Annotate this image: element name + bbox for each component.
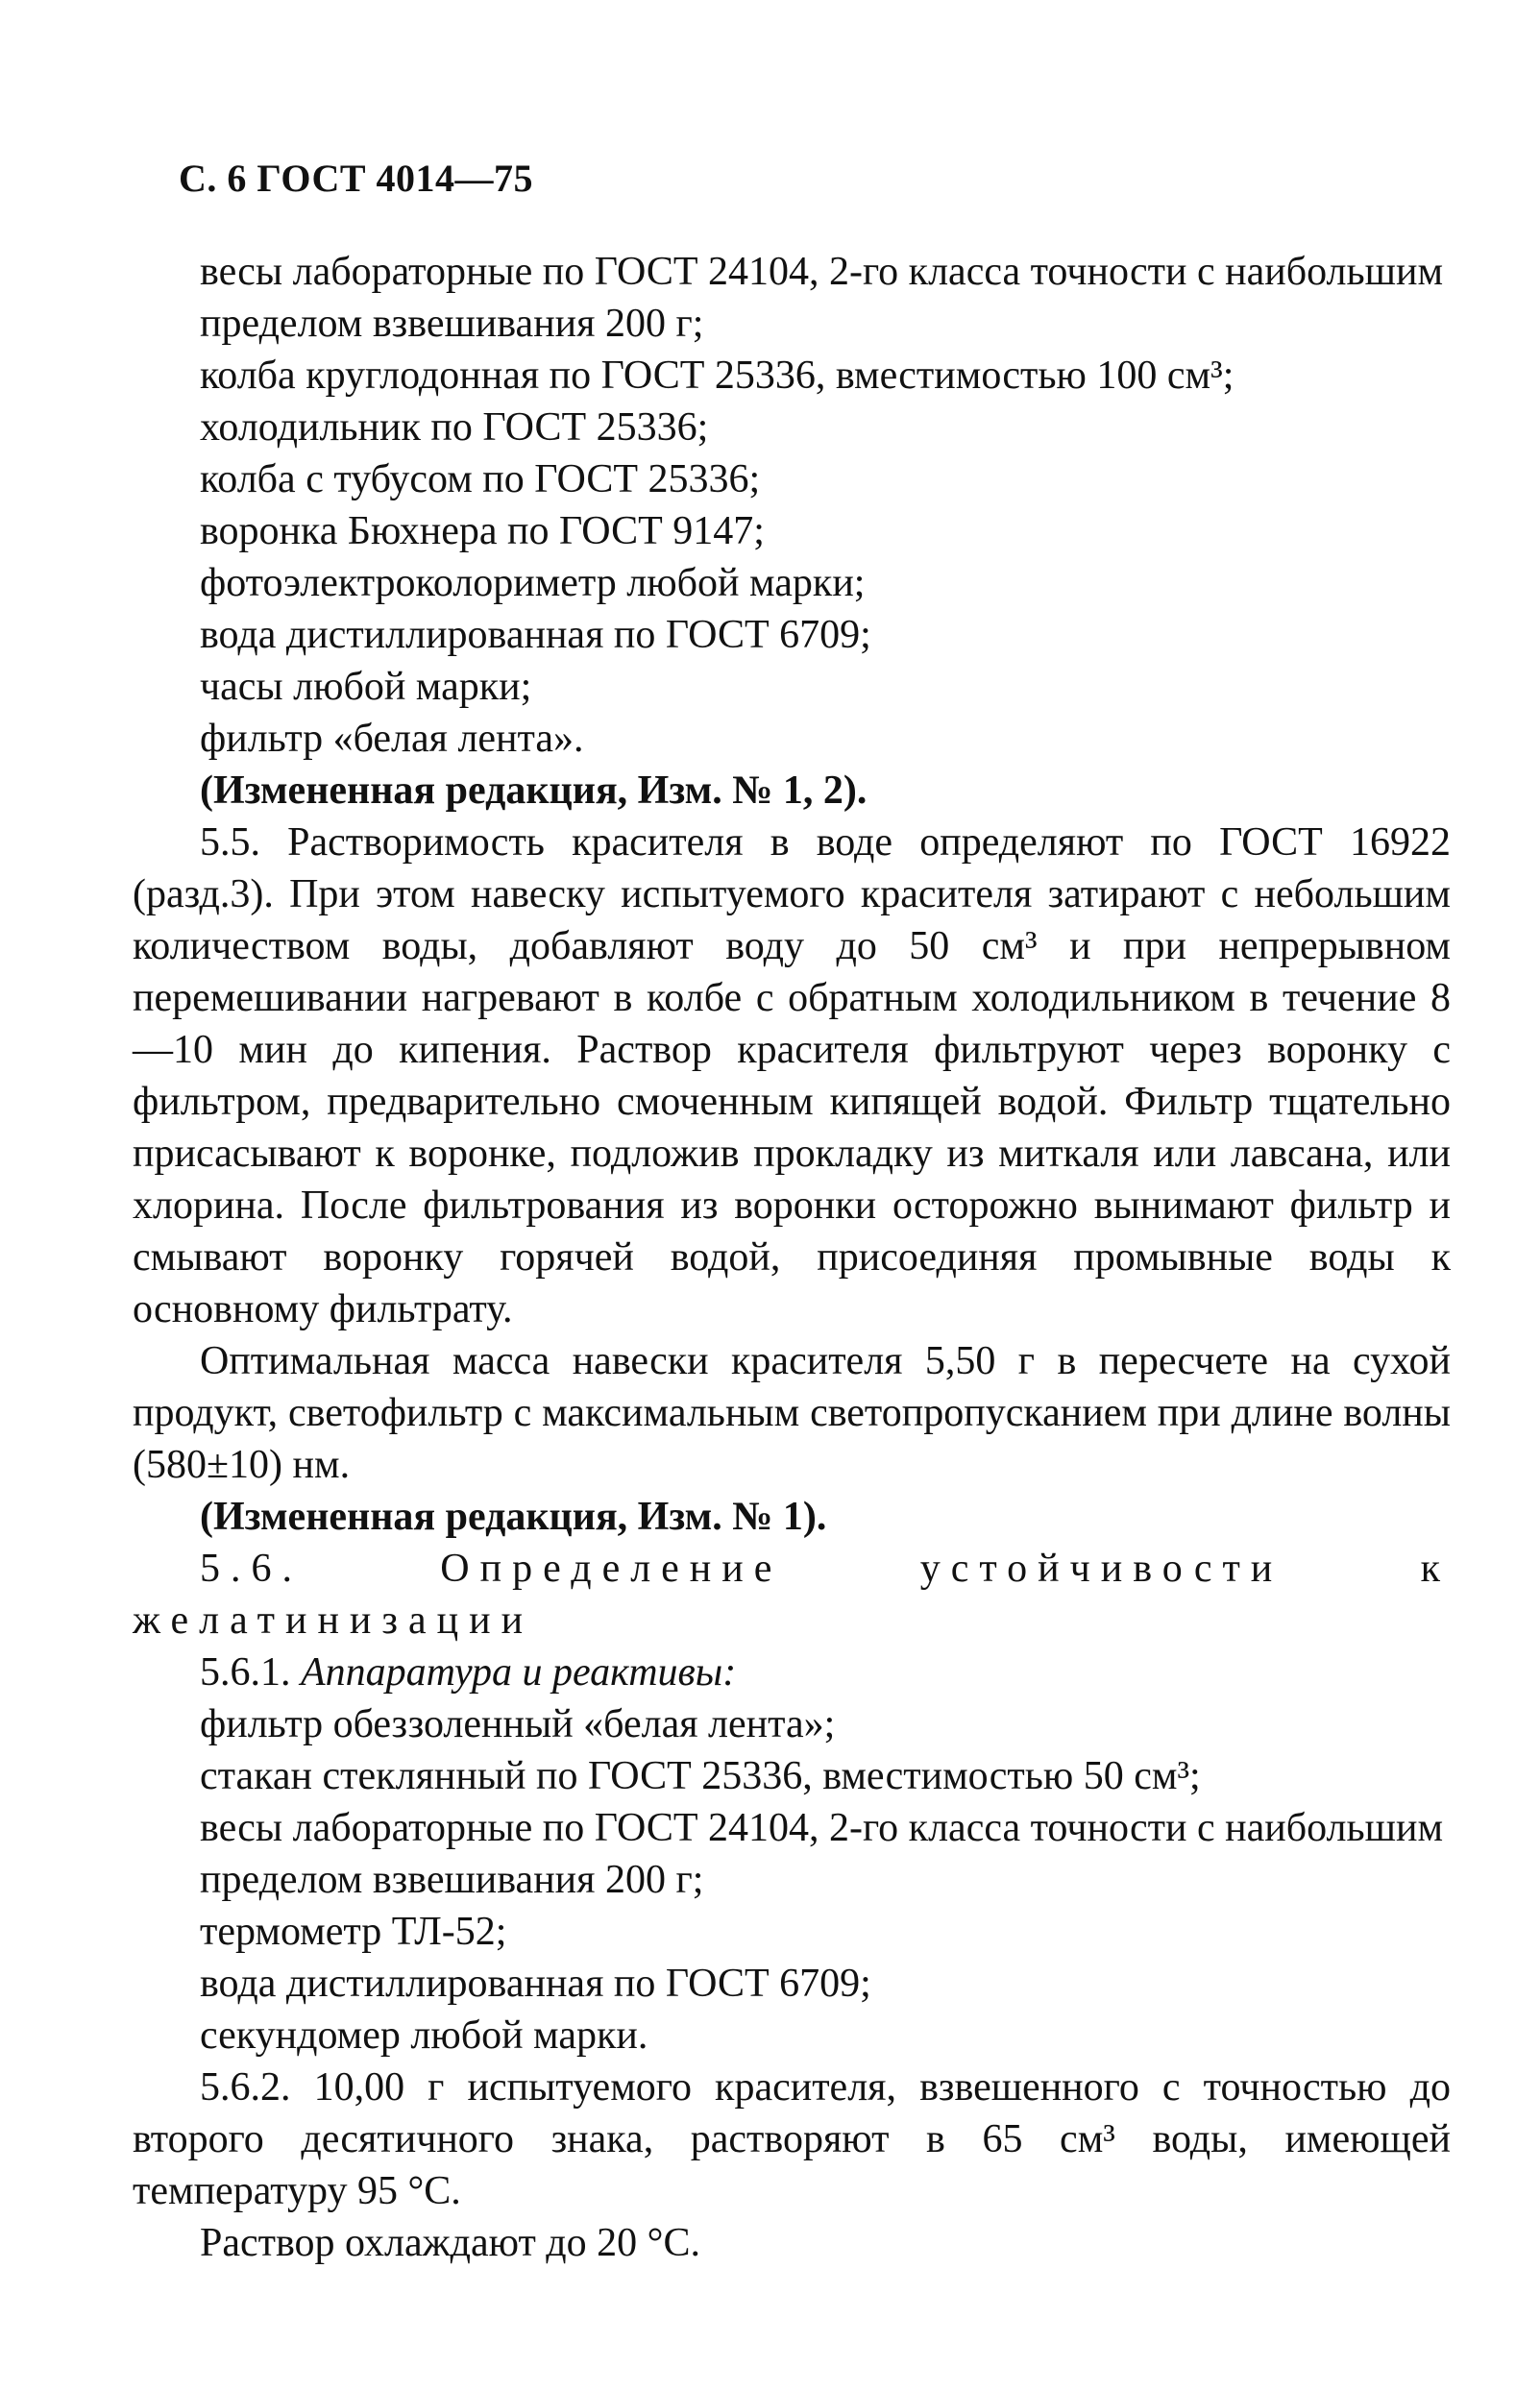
list-item: вода дистиллированная по ГОСТ 6709; (200, 613, 871, 657)
list-item: весы лабораторные по ГОСТ 24104, 2-го класса точности с наибольшим пределом взвешивания 200 г; (200, 1806, 1444, 1902)
list-item: фотоэлектроколориметр любой марки; (200, 561, 866, 605)
list-item: воронка Бюхнера по ГОСТ 9147; (200, 509, 765, 553)
running-header: С. 6 ГОСТ 4014—75 (179, 157, 534, 200)
list-item: весы лабораторные по ГОСТ 24104, 2-го класса точности с наибольшим пределом взвешивания 200 г; (200, 250, 1444, 346)
list-item: фильтр «белая лента». (200, 717, 584, 761)
equipment-list-1 (133, 246, 1451, 765)
paragraph-cooling: Раствор охлаждают до 20 °С. (200, 2221, 700, 2265)
list-item: секундомер любой марки. (200, 2013, 648, 2058)
equipment-list-2 (133, 1698, 1451, 2062)
list-item: термометр ТЛ-52; (200, 1910, 507, 1954)
list-item: вода дистиллированная по ГОСТ 6709; (200, 1962, 871, 2006)
list-item: фильтр обеззоленный «белая лента»; (200, 1702, 836, 1746)
subsection-number: 5.6.1. (200, 1650, 291, 1695)
subsection-title: Аппаратура и реактивы: (301, 1650, 737, 1695)
subsection-5-6-1 (133, 1647, 1451, 1698)
list-item: колба круглодонная по ГОСТ 25336, вместимостью 100 см³; (200, 354, 1234, 398)
edit-note: (Измененная редакция, Изм. № 1). (200, 1495, 827, 1539)
list-item: колба с тубусом по ГОСТ 25336; (200, 457, 761, 501)
page-body (133, 246, 1451, 2269)
paragraph-optimal-mass: Оптимальная масса навески красителя 5,50 г в пересчете на сухой продукт, светофильтр с максимальным светопропусканием при длине волны (580±10) нм. (133, 1339, 1451, 1487)
list-item: часы любой марки; (200, 665, 532, 709)
list-item: стакан стеклянный по ГОСТ 25336, вместимостью 50 см³; (200, 1754, 1201, 1798)
list-item: холодильник по ГОСТ 25336; (200, 405, 709, 450)
edit-note: (Измененная редакция, Изм. № 1, 2). (200, 769, 868, 813)
paragraph-5-6-2: 5.6.2. 10,00 г испытуемого красителя, взвешенного с точностью до второго десятичного знака, растворяют в 65 см³ воды, имеющей температуру 95 °С. (133, 2065, 1451, 2213)
paragraph-5-5: 5.5. Растворимость красителя в воде определяют по ГОСТ 16922 (разд.3). При этом навеску испытуемого красителя затирают с небольшим количеством воды, добавляют воду до 50 см³ и при непрерывном перемешивании нагревают в колбе с обратным холодильником в течение 8—10 мин до кипения. Раствор красителя фильтруют через воронку с фильтром, предварительно смоченным кипящей водой. Фильтр тщательно присасывают к воронке, подложив прокладку из миткаля или лавсана, или хлорина. После фильтрования из воронки осторожно вынимают фильтр и смывают воронку горячей водой, присоединяя промывные воды к основному фильтрату. (133, 820, 1451, 1331)
section-heading-5-6: 5.6. Определение устойчивости к желатинизации (133, 1547, 1451, 1643)
